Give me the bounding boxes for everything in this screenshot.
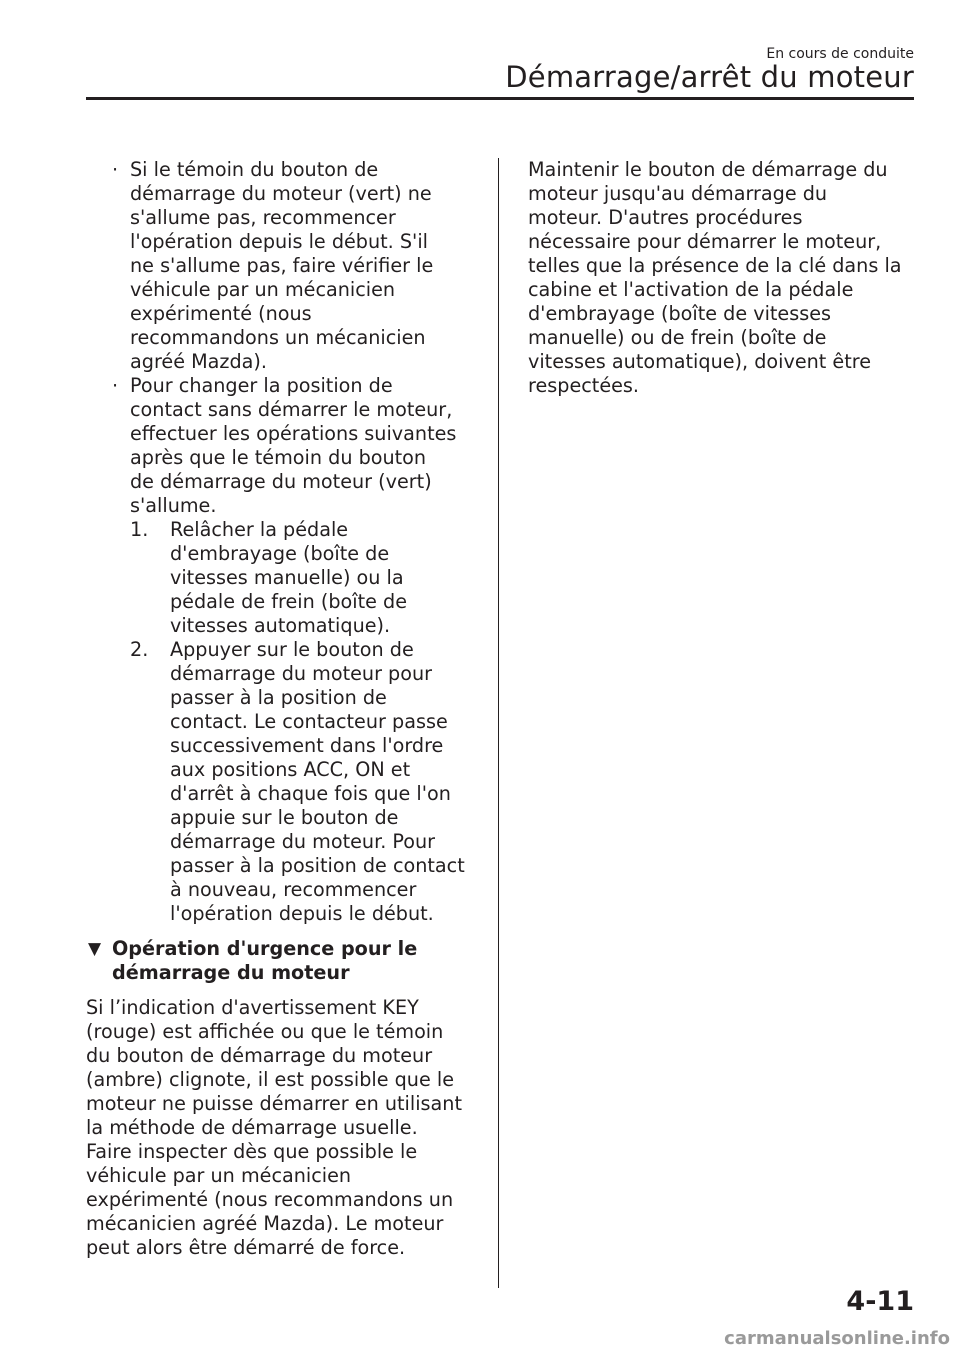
bullet-icon: · <box>112 158 119 181</box>
text-line: aux positions ACC, ON et <box>170 758 411 781</box>
page-title: Démarrage/arrêt du moteur <box>505 60 914 94</box>
bullet-icon: · <box>112 374 119 397</box>
step-item <box>86 518 486 638</box>
text-line: mécanicien agréé Mazda). Le moteur <box>86 1212 444 1235</box>
text-line: pédale de frein (boîte de <box>170 590 408 613</box>
section-label: En cours de conduite <box>766 46 914 62</box>
text-line: telles que la présence de la clé dans la <box>528 254 902 277</box>
text-line: (rouge) est affichée ou que le témoin <box>86 1020 444 1043</box>
subheading-line: Opération d'urgence pour le <box>112 937 418 960</box>
text-line: agréé Mazda). <box>130 350 268 373</box>
text-line: passer à la position de contact <box>170 854 465 877</box>
text-line: effectuer les opérations suivantes <box>130 422 457 445</box>
text-line: la méthode de démarrage usuelle. <box>86 1116 418 1139</box>
text-line: démarrage du moteur pour <box>170 662 433 685</box>
text-line: contact. Le contacteur passe <box>170 710 448 733</box>
step-number: 1. <box>130 518 149 541</box>
text-line: démarrage du moteur. Pour <box>170 830 436 853</box>
text-line: Pour changer la position de <box>130 374 393 397</box>
subheading-line: démarrage du moteur <box>112 961 350 984</box>
text-line: vitesses manuelle) ou la <box>170 566 404 589</box>
text-line: vitesses automatique). <box>170 614 391 637</box>
right-column <box>528 158 914 398</box>
step-number: 2. <box>130 638 149 661</box>
text-line: de démarrage du moteur (vert) <box>130 470 432 493</box>
step-item <box>86 638 486 926</box>
text-line: Relâcher la pédale <box>170 518 349 541</box>
text-line: Maintenir le bouton de démarrage du <box>528 158 888 181</box>
text-line: du bouton de démarrage du moteur <box>86 1044 433 1067</box>
text-line: d'arrêt à chaque fois que l'on <box>170 782 451 805</box>
column-divider <box>498 158 499 1288</box>
watermark-text: carmanualsonline.info <box>724 1328 950 1349</box>
text-line: manuelle) ou de frein (boîte de <box>528 326 827 349</box>
text-line: Faire inspecter dès que possible le <box>86 1140 418 1163</box>
text-line: expérimenté (nous <box>130 302 312 325</box>
text-line: l'opération depuis le début. <box>170 902 434 925</box>
text-line: cabine et l'activation de la pédale <box>528 278 854 301</box>
text-line: démarrage du moteur (vert) ne <box>130 182 432 205</box>
text-line: nécessaire pour démarrer le moteur, <box>528 230 882 253</box>
text-line: à nouveau, recommencer <box>170 878 417 901</box>
text-line: (ambre) clignote, il est possible que le <box>86 1068 455 1091</box>
text-line: d'embrayage (boîte de vitesses <box>528 302 832 325</box>
text-line: recommandons un mécanicien <box>130 326 426 349</box>
text-line: Si le témoin du bouton de <box>130 158 379 181</box>
text-line: Appuyer sur le bouton de <box>170 638 414 661</box>
bullet-item <box>86 374 486 518</box>
text-line: l'opération depuis le début. S'il <box>130 230 428 253</box>
text-line: s'allume. <box>130 494 217 517</box>
text-line: ne s'allume pas, faire vérifier le <box>130 254 434 277</box>
text-line: successivement dans l'ordre <box>170 734 444 757</box>
page-number: 4-11 <box>846 1286 914 1317</box>
emergency-paragraph <box>86 996 486 1260</box>
text-line: expérimenté (nous recommandons un <box>86 1188 454 1211</box>
text-line: véhicule par un mécanicien <box>130 278 396 301</box>
text-line: moteur ne puisse démarrer en utilisant <box>86 1092 462 1115</box>
text-line: peut alors être démarré de force. <box>86 1236 406 1259</box>
text-line: s'allume pas, recommencer <box>130 206 396 229</box>
triangle-down-icon: ▼ <box>88 939 102 959</box>
text-line: Si l’indication d'avertissement KEY <box>86 996 419 1019</box>
text-line: contact sans démarrer le moteur, <box>130 398 453 421</box>
text-line: véhicule par un mécanicien <box>86 1164 352 1187</box>
continuation-paragraph <box>528 158 914 398</box>
text-line: appuie sur le bouton de <box>170 806 399 829</box>
text-line: moteur jusqu'au démarrage du <box>528 182 828 205</box>
left-column <box>86 158 486 1260</box>
header-divider <box>86 97 914 100</box>
text-line: moteur. D'autres procédures <box>528 206 803 229</box>
text-line: vitesses automatique), doivent être <box>528 350 872 373</box>
text-line: après que le témoin du bouton <box>130 446 427 469</box>
bullet-item <box>86 158 486 374</box>
text-line: d'embrayage (boîte de <box>170 542 390 565</box>
text-line: passer à la position de <box>170 686 387 709</box>
text-line: respectées. <box>528 374 640 397</box>
section-subheading <box>86 937 486 985</box>
